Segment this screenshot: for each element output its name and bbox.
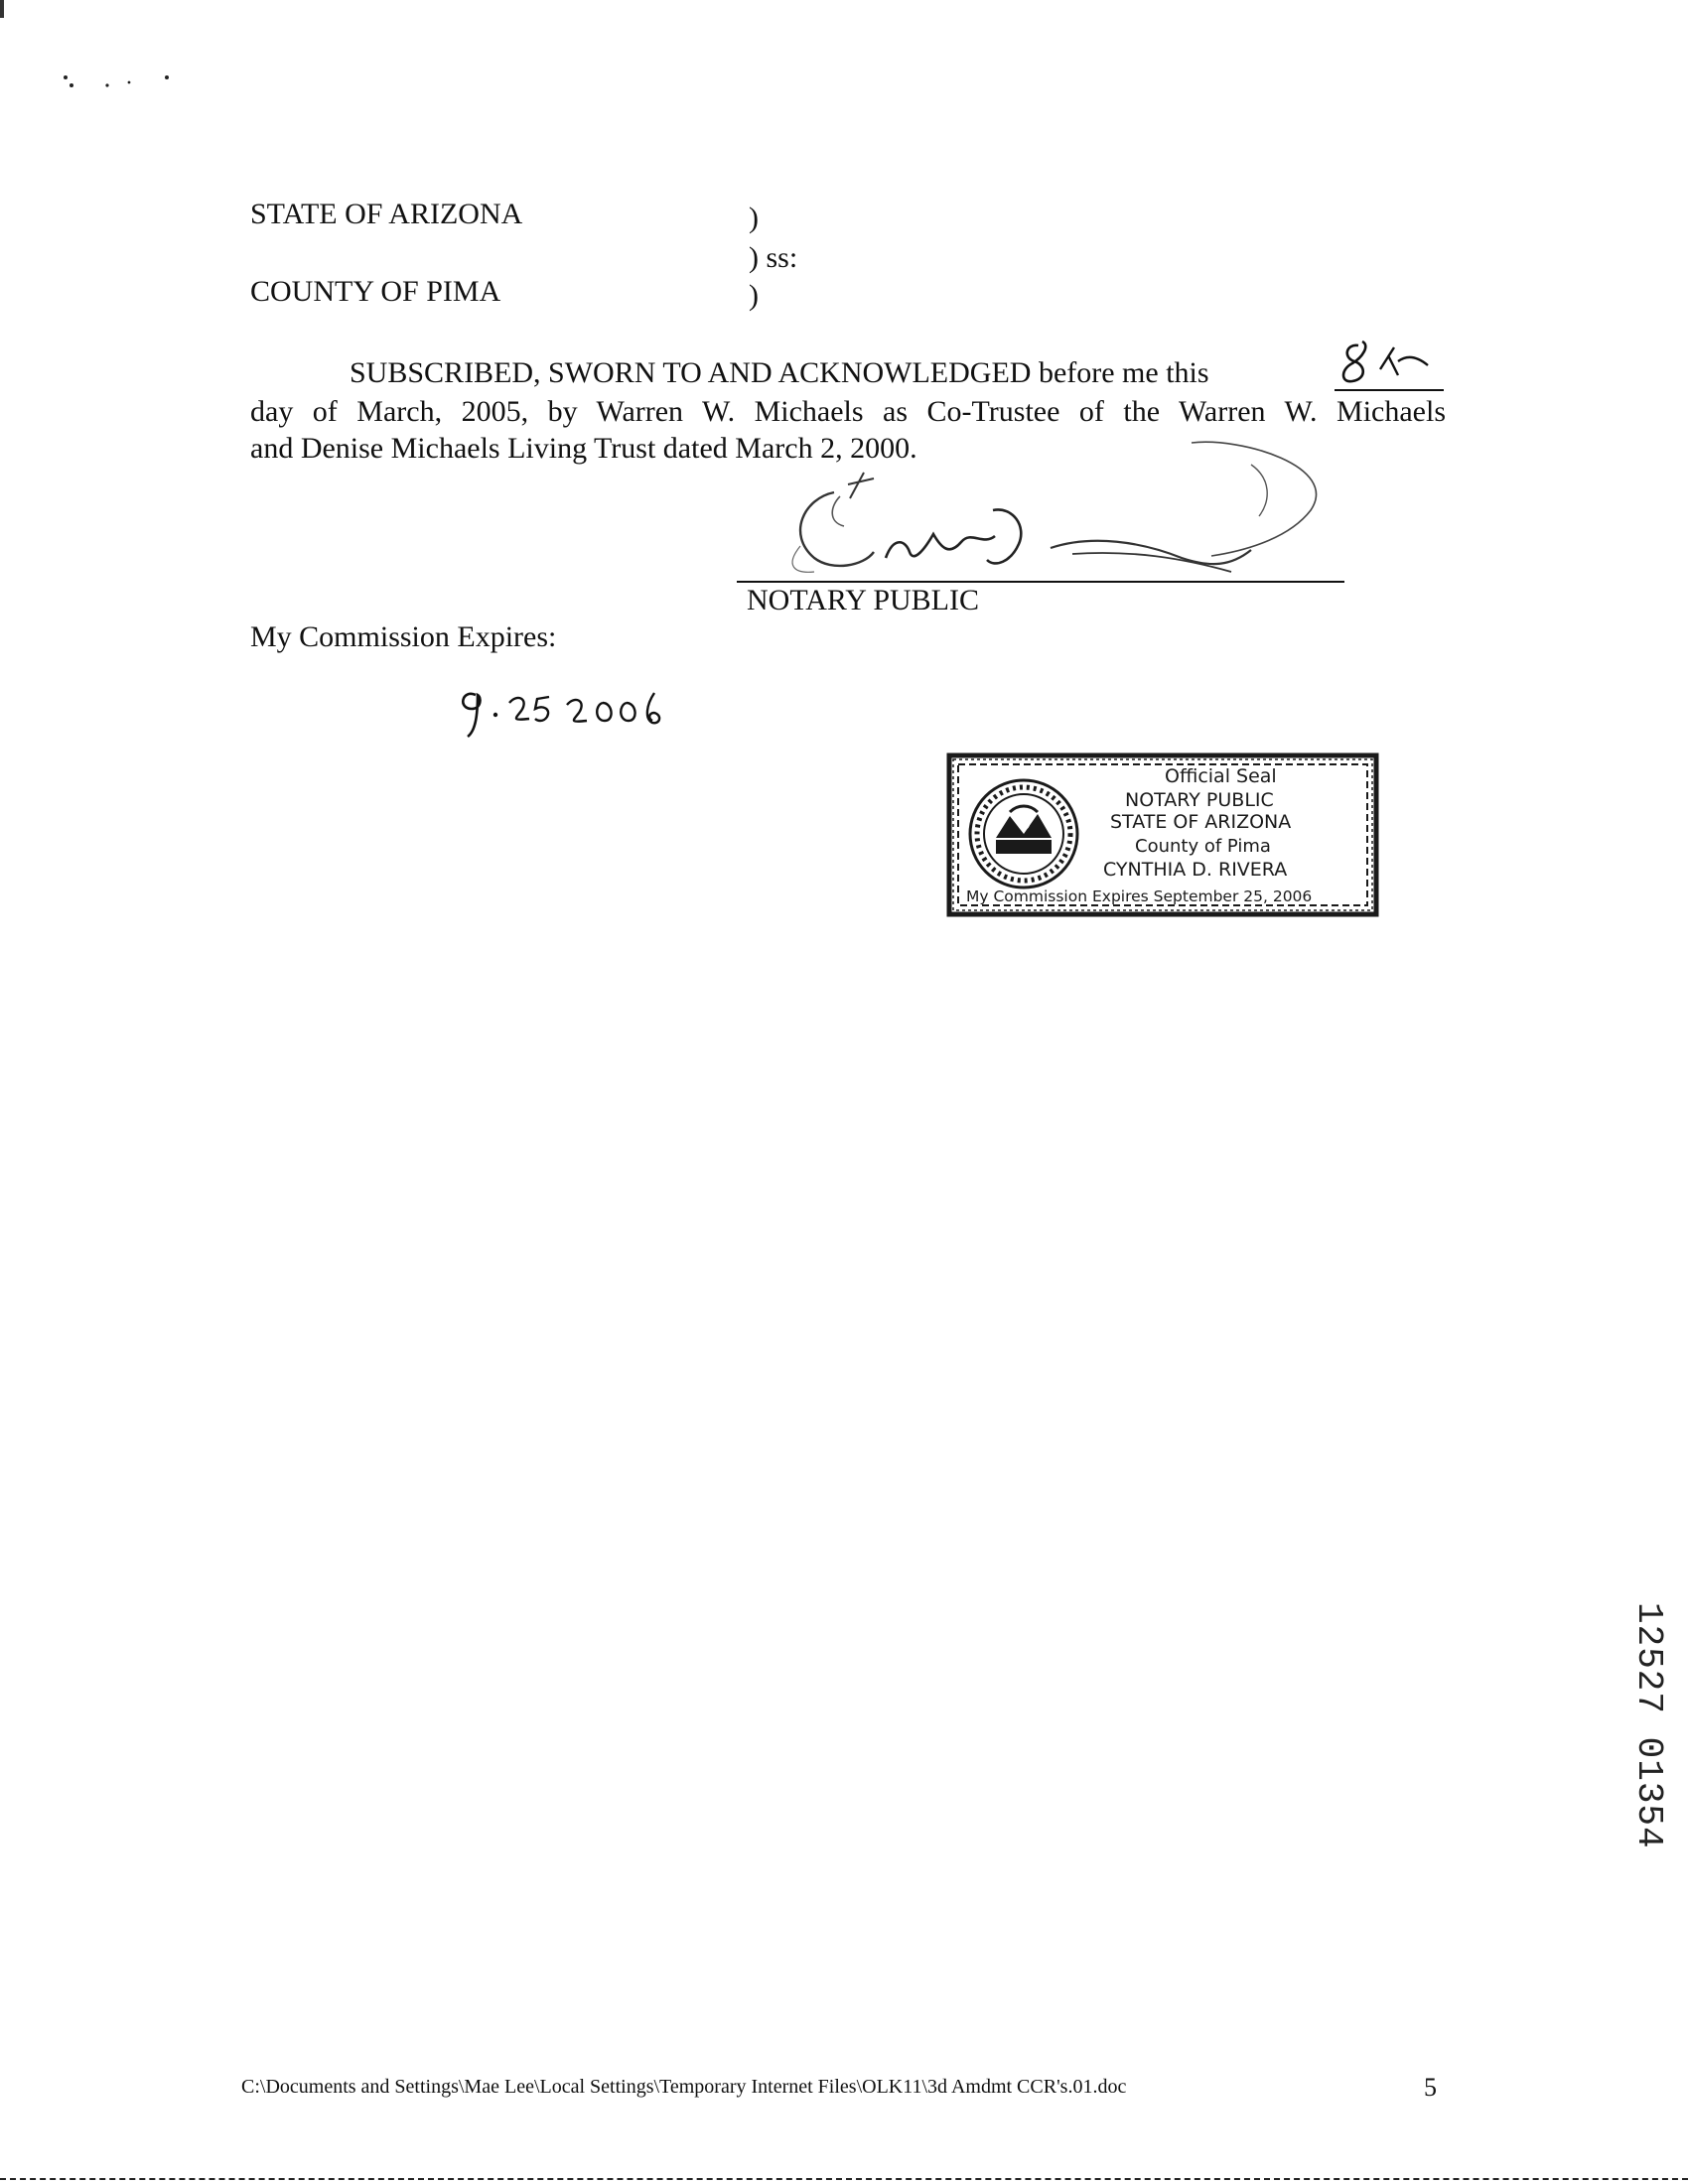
handwritten-day <box>1336 336 1436 391</box>
venue-paren-ss: ) ss: <box>749 241 798 274</box>
acknowledgment-line-2: day of March, 2005, by Warren W. Michaels as Co-Trustee of the Warren W. Michaels <box>250 395 1446 428</box>
venue-paren-bottom: ) <box>749 279 759 312</box>
handwritten-commission-date <box>452 675 670 745</box>
acknowledgment-line-3: and Denise Michaels Living Trust dated March 2, 2000. <box>250 432 917 465</box>
venue-county: COUNTY OF PIMA <box>250 275 501 308</box>
commission-expires-label: My Commission Expires: <box>250 620 557 653</box>
seal-line-1: Official Seal <box>1165 765 1277 787</box>
scan-specks <box>60 69 189 109</box>
footer-file-path: C:\Documents and Settings\Mae Lee\Local Settings\Temporary Internet Files\OLK11\3d Amdmt CCR's.01.doc <box>241 2076 1127 2098</box>
seal-line-3: STATE OF ARIZONA <box>1110 811 1292 833</box>
notary-seal <box>946 752 1379 917</box>
notary-public-label: NOTARY PUBLIC <box>747 584 980 616</box>
page-number: 5 <box>1424 2073 1437 2102</box>
scan-edge-mark <box>0 0 4 18</box>
seal-line-4: County of Pima <box>1135 836 1271 857</box>
bottom-scan-rule <box>0 2178 1688 2180</box>
day-blank-line <box>1335 389 1444 391</box>
acknowledgment-line-1: SUBSCRIBED, SWORN TO AND ACKNOWLEDGED before me this <box>350 356 1209 389</box>
seal-line-2: NOTARY PUBLIC <box>1125 789 1274 811</box>
notary-signature <box>715 427 1370 586</box>
venue-state: STATE OF ARIZONA <box>250 198 523 230</box>
recording-number: 12527 01354 <box>1628 1602 1669 1849</box>
seal-line-6: My Commission Expires September 25, 2006 <box>966 887 1313 905</box>
seal-line-5: CYNTHIA D. RIVERA <box>1103 859 1288 881</box>
venue-paren-top: ) <box>749 202 759 234</box>
